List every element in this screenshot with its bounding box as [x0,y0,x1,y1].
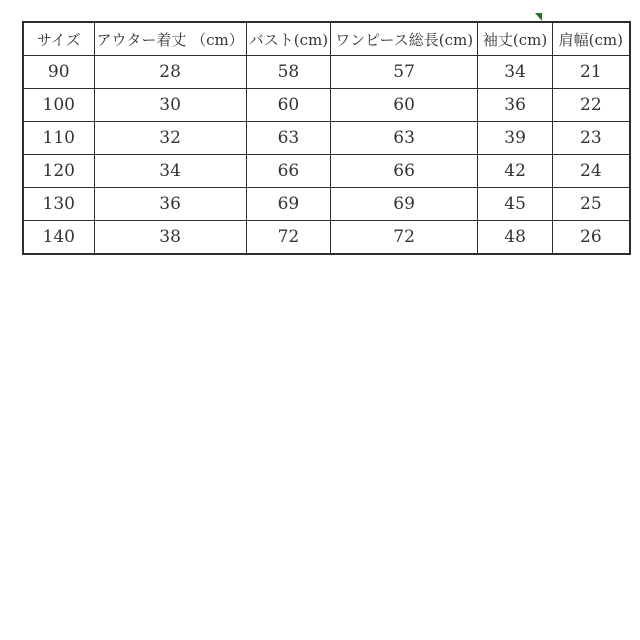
column-header-0: サイズ [23,22,94,56]
header-row [23,22,630,56]
cell-r5-c2: 72 [246,221,330,255]
table-row-140 [23,221,630,255]
cell-r4-c4: 45 [478,188,553,221]
cell-r4-c1: 36 [94,188,246,221]
column-header-5: 肩幅(cm) [553,22,630,56]
table-body [23,56,630,255]
cell-r3-c3: 66 [331,155,478,188]
cell-r4-c2: 69 [246,188,330,221]
cell-r0-c5: 21 [553,56,630,89]
cell-r5-c5: 26 [553,221,630,255]
cell-r5-c1: 38 [94,221,246,255]
green-flag-triangle-icon [535,13,542,21]
cell-r2-c1: 32 [94,122,246,155]
cell-r0-c3: 57 [331,56,478,89]
cell-r5-c4: 48 [478,221,553,255]
size-chart-table [22,21,631,255]
cell-r2-c3: 63 [331,122,478,155]
cell-r1-c3: 60 [331,89,478,122]
cell-r3-c4: 42 [478,155,553,188]
cell-r5-c3: 72 [331,221,478,255]
table-row-130 [23,188,630,221]
cell-r0-c1: 28 [94,56,246,89]
table-row-90 [23,56,630,89]
table-row-110 [23,122,630,155]
cell-r4-c0: 130 [23,188,94,221]
cell-r2-c0: 110 [23,122,94,155]
cell-r1-c2: 60 [246,89,330,122]
cell-r3-c2: 66 [246,155,330,188]
cell-r5-c0: 140 [23,221,94,255]
column-header-2: バスト(cm) [246,22,330,56]
cell-r2-c5: 23 [553,122,630,155]
cell-r0-c4: 34 [478,56,553,89]
cell-r1-c0: 100 [23,89,94,122]
cell-r3-c1: 34 [94,155,246,188]
cell-r1-c4: 36 [478,89,553,122]
cell-r2-c2: 63 [246,122,330,155]
table-row-120 [23,155,630,188]
cell-r3-c0: 120 [23,155,94,188]
column-header-3: ワンピース総長(cm) [331,22,478,56]
cell-r0-c0: 90 [23,56,94,89]
column-header-1: アウター着丈 （cm） [94,22,246,56]
cell-r0-c2: 58 [246,56,330,89]
column-header-4: 袖丈(cm) [478,22,553,56]
cell-r1-c5: 22 [553,89,630,122]
cell-r1-c1: 30 [94,89,246,122]
cell-r4-c5: 25 [553,188,630,221]
cell-r4-c3: 69 [331,188,478,221]
cell-r2-c4: 39 [478,122,553,155]
table-row-100 [23,89,630,122]
cell-r3-c5: 24 [553,155,630,188]
